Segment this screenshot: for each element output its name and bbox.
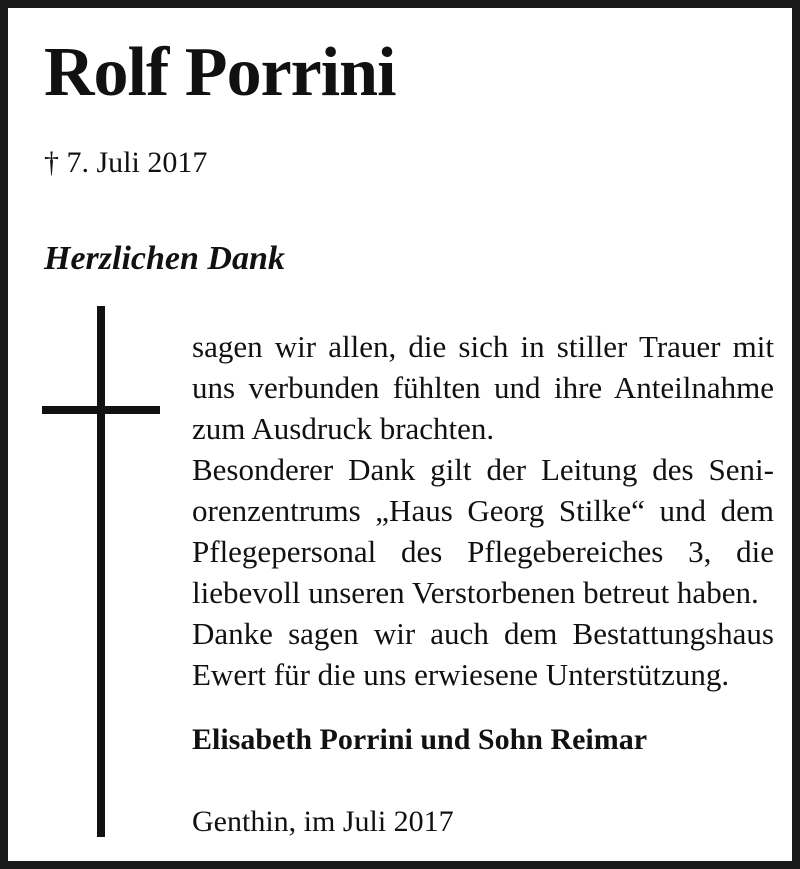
- death-date: † 7. Juli 2017: [44, 146, 208, 179]
- thanks-body: [192, 326, 774, 695]
- deceased-name: Rolf Porrini: [44, 34, 396, 111]
- place-date: Genthin, im Juli 2017: [192, 805, 454, 838]
- cross-icon-crossbar: [42, 406, 160, 414]
- thanks-paragraph-1: sagen wir allen, die sich in stiller Trauer mit uns verbunden fühlten und ihre Anteilnahme zum Ausdruck brachten.: [192, 329, 774, 446]
- signature: Elisabeth Porrini und Sohn Reimar: [192, 723, 648, 756]
- thanks-paragraph-3: Danke sagen wir auch dem Bestattungshaus Ewert für die uns erwiesene Unterstützung.: [192, 616, 774, 692]
- cross-icon: [97, 306, 105, 837]
- thanks-paragraph-2: Besonderer Dank gilt der Leitung des Seniorenzentrums „Haus Georg Stilke“ und dem Pflegepersonal des Pflegebereiches 3, die liebevoll unseren Verstorbenen betreut haben.: [192, 452, 774, 610]
- thanks-heading: Herzlichen Dank: [44, 240, 285, 277]
